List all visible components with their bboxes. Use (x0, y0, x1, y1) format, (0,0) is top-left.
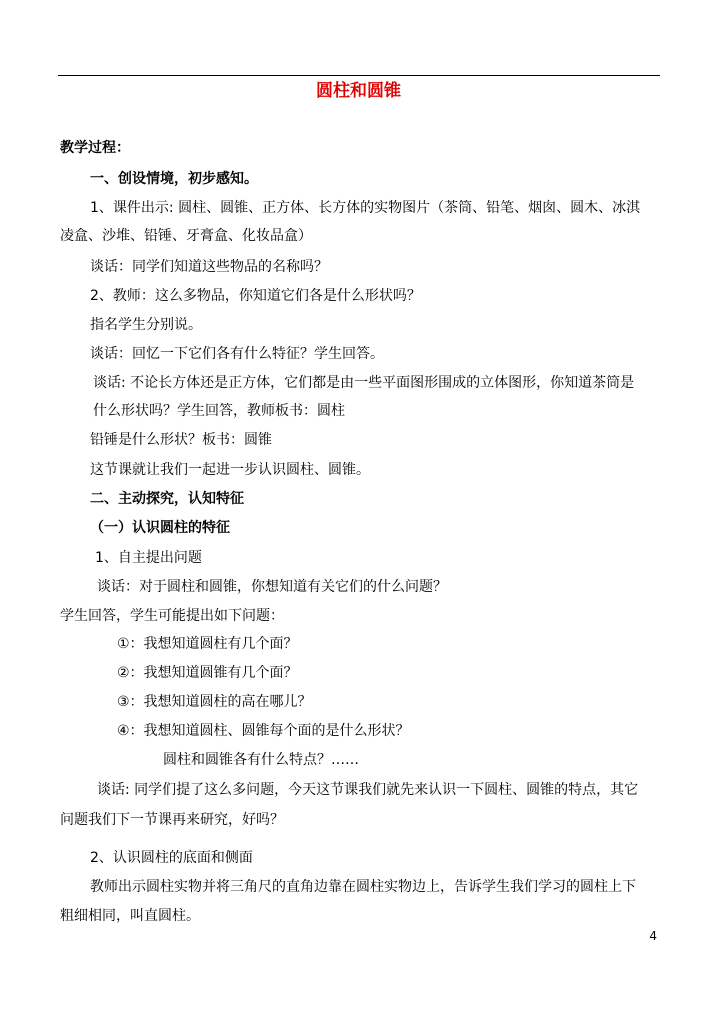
paragraph-3: 2、教师：这么多物品，你知道它们各是什么形状吗？ (90, 288, 421, 304)
section-1-heading: 一、创设情境，初步感知。 (90, 171, 258, 187)
lesson-heading: 教学过程： (60, 140, 130, 156)
paragraph-1-continued: 凌盒、沙堆、铅锤、牙膏盒、化妆品盒） (60, 228, 312, 244)
paragraph-10: 谈话：对于圆柱和圆锥，你想知道有关它们的什么问题？ (97, 579, 447, 595)
paragraph-14: 教师出示圆柱实物并将三角尺的直角边靠在圆柱实物边上，告诉学生我们学习的圆柱上下 (90, 879, 636, 895)
paragraph-13: 2、认识圆柱的底面和侧面 (90, 850, 253, 866)
header-rule (58, 75, 660, 76)
question-3: ③：我想知道圆柱的高在哪儿？ (117, 694, 312, 710)
paragraph-9: 1、自主提出问题 (95, 550, 202, 566)
paragraph-8: 这节课就让我们一起进一步认识圆柱、圆锥。 (90, 462, 370, 478)
paragraph-7: 铅锤是什么形状？板书：圆锥 (90, 432, 272, 448)
question-2: ②：我想知道圆锥有几个面？ (117, 665, 298, 681)
paragraph-2: 谈话：同学们知道这些物品的名称吗？ (90, 259, 328, 275)
paragraph-12: 谈话: 同学们提了这么多问题，今天这节课我们就先来认识一下圆柱、圆锥的特点，其它 (97, 782, 639, 798)
question-5: 圆柱和圆锥各有什么特点？…… (163, 752, 359, 768)
page-title: 圆柱和圆锥 (316, 81, 401, 101)
paragraph-6: 谈话: 不论长方体还是正方体，它们都是由一些平面图形围成的立体图形，你知道茶筒是 (93, 375, 635, 391)
paragraph-1: 1、课件出示: 圆柱、圆锥、正方体、长方体的实物图片（茶筒、铅笔、烟囱、圆木、冰淇 (90, 200, 641, 216)
question-1: ①：我想知道圆柱有几个面？ (117, 636, 298, 652)
paragraph-4: 指名学生分别说。 (90, 317, 202, 333)
paragraph-5: 谈话：回忆一下它们各有什么特征？学生回答。 (90, 346, 384, 362)
paragraph-11: 学生回答，学生可能提出如下问题： (60, 608, 284, 624)
paragraph-6-continued: 什么形状吗？学生回答，教师板书：圆柱 (93, 403, 345, 419)
paragraph-14-continued: 粗细相同，叫直圆柱。 (60, 908, 200, 924)
subsection-1-heading: （一）认识圆柱的特征 (90, 520, 230, 536)
page-number: 4 (649, 929, 657, 943)
section-2-heading: 二、主动探究，认知特征 (90, 491, 244, 507)
paragraph-12-continued: 问题我们下一节课再来研究，好吗？ (60, 812, 284, 828)
question-4: ④：我想知道圆柱、圆锥每个面的是什么形状？ (117, 723, 410, 739)
